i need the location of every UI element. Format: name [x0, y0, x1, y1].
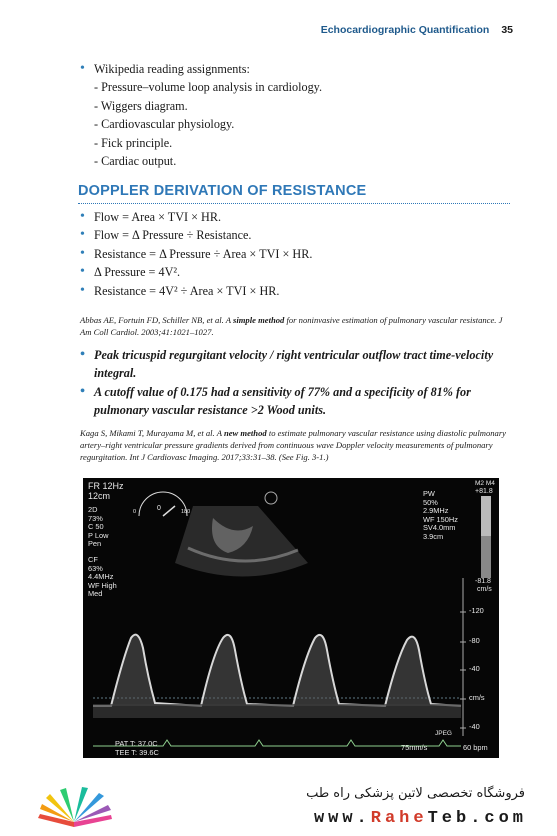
book-logo-icon	[32, 784, 117, 830]
page-number: 35	[501, 24, 513, 36]
axis-unit: cm/s	[469, 693, 485, 702]
formula-item: • Δ Pressure = 4V².	[80, 263, 520, 281]
sector-min: 0	[133, 509, 137, 515]
sweep-speed: 75mm/s	[401, 743, 428, 752]
axis-tick: -80	[469, 636, 480, 645]
url-part: Teb	[427, 809, 471, 828]
reference-text: for noninvasive estimation of pulmonary vascular resistance. J Am Coll Cardiol. 2003;41:1021–1027.	[80, 315, 503, 337]
reference-kaga	[80, 427, 512, 463]
sector-max: 180	[181, 509, 191, 515]
temperature-readout: PAT T: 37.0C TEE T: 39.6C	[115, 739, 159, 757]
probe-marker	[265, 492, 277, 504]
url-part: www.	[313, 809, 371, 828]
sector-angle: 0	[157, 505, 161, 512]
heart-rate: 60 bpm	[463, 743, 488, 752]
scale-negative: -81.8	[475, 578, 491, 585]
reference-authors: Kaga S, Mikami T, Murayama M, et al. A	[80, 428, 224, 438]
reference-emphasis: simple method	[233, 315, 285, 325]
axis-tick: -40	[469, 664, 480, 673]
scale-unit: cm/s	[477, 586, 492, 593]
footer-banner	[0, 776, 557, 836]
store-name: فروشگاه تخصصی لاتین پزشکی راه طب	[306, 786, 525, 801]
url-part: Rahe	[370, 809, 428, 828]
running-title: Echocardiographic Quantification	[320, 24, 490, 36]
pw-settings: PW 50% 2.9MHz WF 150Hz SV4.0mm 3.9cm	[423, 489, 458, 541]
reading-item: - Fick principle.	[94, 135, 173, 150]
finding-item: • A cutoff value of 0.175 had a sensitivity of 77% and a specificity of 81% for pulmonary vascular resistance >2 Wood units.	[80, 383, 520, 420]
running-header	[321, 24, 513, 36]
reading-item: - Cardiovascular physiology.	[94, 117, 235, 132]
axis-tick: -120	[469, 606, 484, 615]
reference-text: to estimate pulmonary vascular resistance using diastolic pulmonary artery–right ventricular pressure gradients derived from continuous wave Doppler velocity measurements of pulmonary regurgitation. Int J Cardiovasc Imaging. 2017;33:31–38. (See Fig. 3-1.)	[80, 428, 507, 462]
doppler-echo-figure	[83, 478, 499, 758]
finding-item: • Peak tricuspid regurgitant velocity / right ventricular outflow tract time-velocity integral.	[80, 346, 520, 383]
store-url[interactable]	[314, 809, 527, 828]
frame-rate-label: FR 12Hz 12cm	[88, 481, 124, 501]
formula-item: • Flow = Area × TVI × HR.	[80, 208, 520, 226]
reference-abbas	[80, 314, 512, 338]
reading-item: - Cardiac output.	[94, 154, 177, 169]
formula-item: • Resistance = 4V² ÷ Area × TVI × HR.	[80, 282, 520, 300]
reference-authors: Abbas AE, Fortuin FD, Schiller NB, et al. A	[80, 315, 234, 325]
reading-item: - Wiggers diagram.	[94, 98, 188, 113]
sub-baseline-signal	[93, 704, 461, 718]
sector-angle-gauge	[139, 492, 187, 516]
reference-emphasis: new method	[223, 428, 267, 438]
reading-list	[80, 60, 520, 170]
formula-list	[80, 208, 520, 300]
reading-item: - Pressure–volume loop analysis in cardiology.	[94, 80, 323, 95]
image-format: JPEG	[435, 730, 452, 737]
formula-item: • Flow = Δ Pressure ÷ Resistance.	[80, 226, 520, 244]
findings-list	[80, 346, 520, 420]
color-flow-settings: CF 63% 4.4MHz WF High Med	[88, 555, 117, 599]
doppler-spectral-envelope	[93, 635, 461, 706]
scale-positive: +81.8	[475, 488, 493, 495]
2d-settings: 2D 73% C 50 P Low Pen	[88, 505, 109, 549]
formula-item: • Resistance = Δ Pressure ÷ Area × TVI × HR.	[80, 245, 520, 263]
axis-tick: -40	[469, 722, 480, 731]
section-title: DOPPLER DERIVATION OF RESISTANCE	[78, 183, 510, 204]
reading-heading: • Wikipedia reading assignments:	[80, 60, 520, 78]
scale-top-label: M2 M4	[475, 480, 495, 487]
scale-bar	[481, 496, 491, 578]
url-part: .com	[470, 809, 527, 828]
